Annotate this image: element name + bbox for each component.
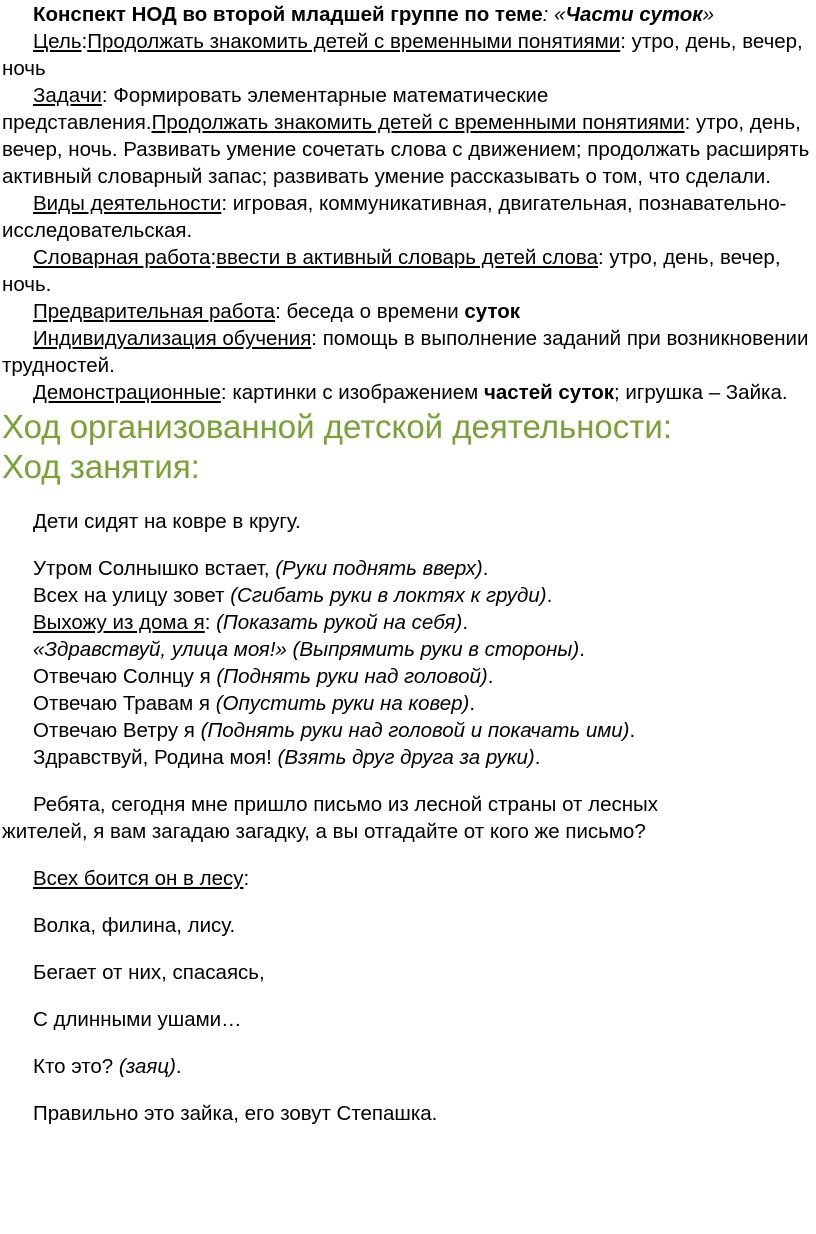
poem-line: Отвечаю Ветру я (Поднять руки над головой и покачать ими). [33,719,636,742]
tasks-text-2: : утро, день, вечер, ночь. Развивать умение сочетать слова с движением; продолжать расширять активный словарный запас; развивать умение рассказывать о том, что сделали. [2,111,810,188]
activities-text: : игровая, коммуникативная, двигательная, познавательно-исследовательская. [2,192,787,242]
demo-paragraph [2,379,814,406]
final-line: Правильно это зайка, его зовут Степашка. [33,1102,438,1125]
demo-text-1: : картинки с изображением [220,381,484,404]
poem-line: Здравствуй, Родина моя! (Взять друг друга за руки). [33,746,541,769]
goal-sep: : [81,30,88,53]
poem-line: Всех на улицу зовет (Сгибать руки в локтях к груди). [33,584,553,607]
prelim-bold: суток [464,300,520,323]
poem-line: Выхожу из дома я: (Показать рукой на себя). [33,611,469,634]
title-topic: Части суток [565,3,703,26]
tasks-paragraph [2,82,814,190]
vocab-paragraph [2,244,814,298]
prelim-text: : беседа о времени [275,300,465,323]
tasks-text-1: : Формировать элементарные математические представления. [2,84,549,134]
section-heading-1: Ход организованной детской деятельности: [2,408,672,445]
individual-paragraph [2,325,814,379]
poem-line: «Здравствуй, улица моя!» (Выпрямить руки в стороны). [33,638,585,661]
prelim-label: Предварительная работа [33,300,276,323]
document-page [0,1,816,1234]
tasks-link-text: Продолжать знакомить детей с временными понятиями [151,111,685,134]
section-heading-2: Ход занятия: [2,448,200,485]
activities-label: Виды деятельности [33,192,222,215]
letter-line-2: жителей, я вам загадаю загадку, а вы отгадайте от кого же письмо? [2,820,646,843]
poem-line: Отвечаю Солнцу я (Поднять руки над головой). [33,665,494,688]
riddle-line-4: С длинными ушами… [33,1008,242,1031]
title-separator: : « [542,3,566,26]
lesson-intro: Дети сидят на ковре в кругу. [33,510,301,533]
title-end-quote: » [702,3,715,26]
goal-link-text: Продолжать знакомить детей с временными понятиями [87,30,621,53]
tasks-label: Задачи [33,84,102,107]
goal-paragraph [2,28,814,82]
demo-bold: частей суток [483,381,614,404]
goal-label: Цель [33,30,82,53]
exercise-poem [2,555,814,771]
vocab-label: Словарная работа [33,246,211,269]
demo-text-2: ; игрушка – Зайка. [614,381,788,404]
poem-line: Утром Солнышко встает, (Руки поднять вверх). [33,557,489,580]
prelim-paragraph [2,298,814,325]
letter-line-1: Ребята, сегодня мне пришло письмо из лесной страны от лесных [33,793,659,816]
goal-rest: : утро, день, вечер, ночь [2,30,803,80]
riddle-line-3: Бегает от них, спасаясь, [33,961,265,984]
activities-paragraph [2,190,814,244]
riddle-line-1: Всех боится он в лесу: [33,867,250,890]
vocab-rest: : утро, день, вечер, ночь. [2,246,781,296]
demo-label: Демонстрационные [33,381,221,404]
vocab-link-text: ввести в активный словарь детей слова [216,246,598,269]
riddle-line-5: Кто это? (заяц). [33,1055,182,1078]
poem-line: Отвечаю Травам я (Опустить руки на ковер). [33,692,476,715]
individual-label: Индивидуализация обучения [33,327,312,350]
document-title [2,1,814,28]
title-bold-text: Конспект НОД во второй младшей группе по теме [33,3,543,26]
vocab-sep: : [210,246,217,269]
individual-text: : помощь в выполнение заданий при возникновении трудностей. [2,327,809,377]
riddle-line-2: Волка, филина, лису. [33,914,236,937]
